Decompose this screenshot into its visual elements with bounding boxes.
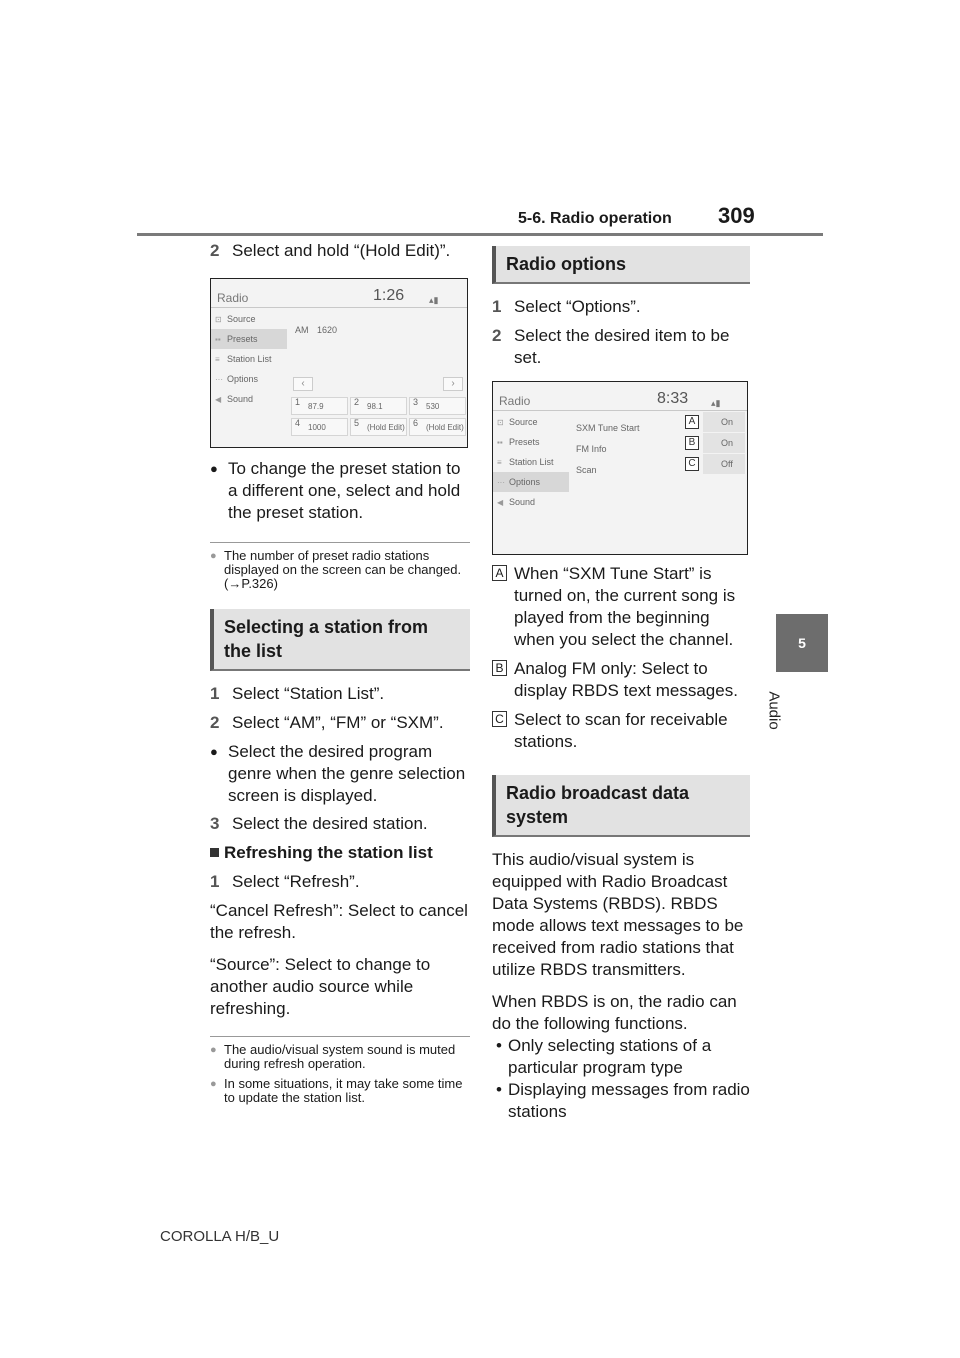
heading-radio-options: Radio options	[492, 246, 750, 284]
preset-button[interactable]: 1 87.9	[291, 397, 348, 415]
option-fm-info[interactable]: FM Info B On	[573, 433, 745, 453]
menu-station-list[interactable]: ≡ Station List	[493, 452, 569, 472]
step: 3 Select the desired station.	[210, 814, 428, 833]
options-icon: ···	[497, 478, 505, 487]
explanation-b: B Analog FM only: Select to display RBDS text messages.	[492, 658, 750, 702]
left-column	[210, 240, 470, 1111]
source-icon: ⊡	[215, 315, 222, 324]
list-item: • Displaying messages from radio stations	[492, 1079, 750, 1123]
step: 1 Select “Station List”.	[210, 684, 385, 703]
preset-button[interactable]: 2 98.1	[350, 397, 407, 415]
radio-presets-screenshot: Radio 1:26 ▴▮ ⊡ Source ▪▪ Presets ≡ Station List ··· Options ◀ Sound AM 1620 ‹ › 1 87.9 2 98.1 3 530 4 1000 5 (Hold Edit) 6 (Hold Edit)	[210, 278, 468, 448]
bullet-genre: ● Select the desired program genre when the genre selection screen is displayed.	[210, 741, 470, 807]
step: 2 Select the desired item to be set.	[492, 326, 730, 367]
options-icon: ···	[215, 375, 223, 384]
chapter-label: Audio	[765, 691, 783, 730]
note-preset-count: ● The number of preset radio stations displayed on the screen can be changed. (→P.326)	[210, 542, 470, 591]
presets-icon: ▪▪	[497, 438, 503, 447]
menu-options[interactable]: ··· Options	[211, 369, 287, 389]
header-rule	[137, 233, 823, 236]
station-list-icon: ≡	[215, 355, 220, 364]
menu-sound[interactable]: ◀ Sound	[493, 492, 569, 512]
preset-button[interactable]: 6 (Hold Edit)	[409, 418, 466, 436]
section-title: 5-6. Radio operation	[518, 210, 672, 227]
signal-icon: ▴▮	[711, 398, 721, 408]
chapter-tab: 5	[776, 614, 828, 672]
footer-model: COROLLA H/B_U	[160, 1228, 280, 1245]
preset-button[interactable]: 3 530	[409, 397, 466, 415]
heading-select-from-list: Selecting a station from the list	[210, 609, 470, 671]
radio-options-screenshot: Radio 8:33 ▴▮ ⊡ Source ▪▪ Presets ≡ Station List ··· Options ◀ Sound SXM Tune Start A On FM Info B On Scan C Off	[492, 381, 748, 555]
preset-button[interactable]: 4 1000	[291, 418, 348, 436]
menu-source[interactable]: ⊡ Source	[493, 412, 569, 432]
sound-icon: ◀	[497, 498, 504, 507]
menu-presets[interactable]: ▪▪ Presets	[211, 329, 287, 349]
cancel-refresh-text: “Cancel Refresh”: Select to cancel the refresh.	[210, 901, 468, 942]
presets-icon: ▪▪	[215, 335, 221, 344]
seek-left-button[interactable]: ‹	[293, 377, 313, 391]
band-label: AM	[295, 325, 309, 335]
menu-options[interactable]: ··· Options	[493, 472, 569, 492]
notes-refresh: ● The audio/visual system sound is muted during refresh operation. ● In some situations, it may take some time to update the station list.	[210, 1036, 470, 1105]
frequency-label: 1620	[317, 325, 338, 335]
side-menu	[211, 309, 287, 409]
menu-source[interactable]: ⊡ Source	[211, 309, 287, 329]
rbds-description: This audio/visual system is equipped with Radio Broadcast Data Systems (RBDS). RBDS mode allows text messages to be received from radio stations that utilize RBDS transmitters.	[492, 850, 744, 979]
option-sxm-tune-start[interactable]: SXM Tune Start A On	[573, 412, 745, 432]
sound-icon: ◀	[215, 395, 222, 404]
step: 1 Select “Refresh”.	[210, 872, 360, 891]
page-header	[0, 200, 960, 240]
preset-button[interactable]: 5 (Hold Edit)	[350, 418, 407, 436]
seek-right-button[interactable]: ›	[443, 377, 463, 391]
explanation-c: C Select to scan for receivable stations.	[492, 709, 750, 753]
rbds-functions-intro: When RBDS is on, the radio can do the following functions.	[492, 992, 737, 1033]
right-column	[492, 240, 750, 1123]
station-list-icon: ≡	[497, 458, 502, 467]
explanation-a: A When “SXM Tune Start” is turned on, the current song is played from the beginning when you select the channel.	[492, 563, 750, 651]
menu-presets[interactable]: ▪▪ Presets	[493, 432, 569, 452]
menu-station-list[interactable]: ≡ Station List	[211, 349, 287, 369]
source-icon: ⊡	[497, 418, 504, 427]
page-number: 309	[718, 203, 755, 228]
step: 1 Select “Options”.	[492, 297, 641, 316]
side-menu	[493, 412, 569, 512]
bullet-change-preset: ● To change the preset station to a different one, select and hold the preset station.	[210, 458, 470, 524]
step-hold-edit: 2 Select and hold “(Hold Edit)”.	[210, 241, 451, 260]
subheading-refresh: Refreshing the station list	[210, 842, 470, 864]
source-text: “Source”: Select to change to another audio source while refreshing.	[210, 955, 431, 1018]
menu-sound[interactable]: ◀ Sound	[211, 389, 287, 409]
step: 2 Select “AM”, “FM” or “SXM”.	[210, 713, 444, 732]
heading-rbds: Radio broadcast data system	[492, 775, 750, 837]
signal-icon: ▴▮	[429, 295, 439, 305]
list-item: • Only selecting stations of a particular program type	[492, 1035, 750, 1079]
option-scan[interactable]: Scan C Off	[573, 454, 745, 474]
